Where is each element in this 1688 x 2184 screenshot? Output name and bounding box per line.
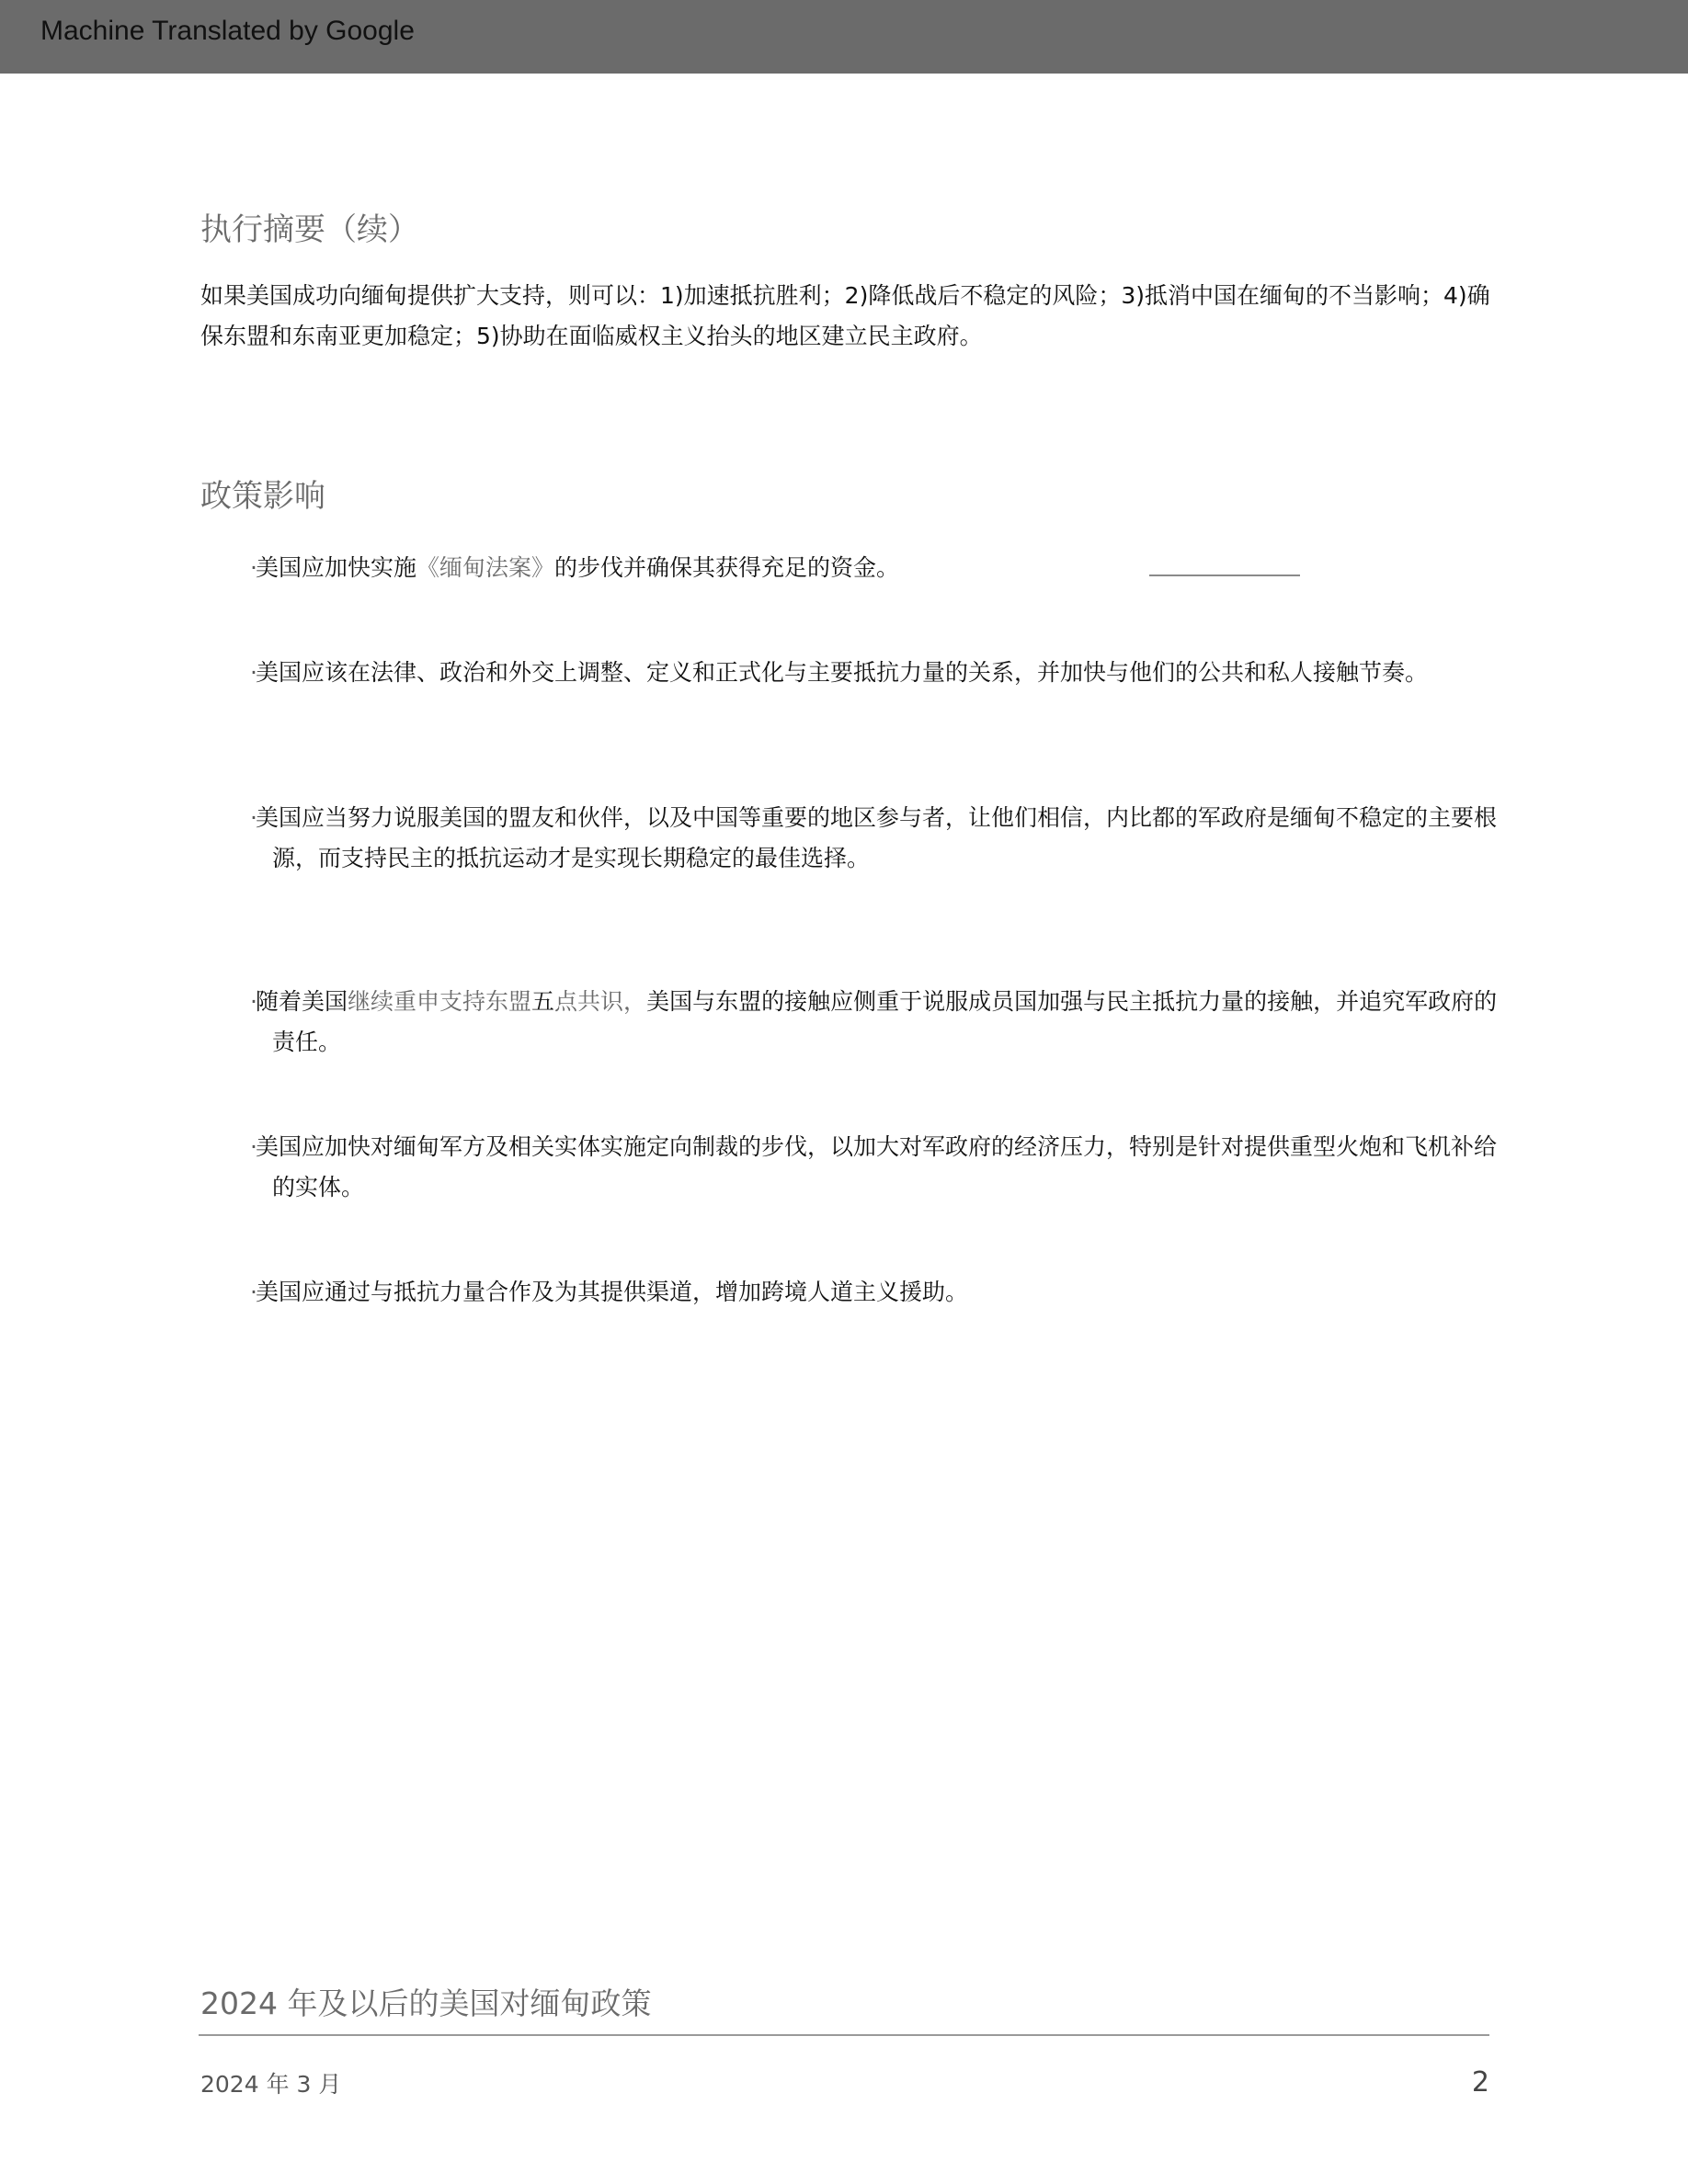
bullet-text: 随着美国 xyxy=(256,988,348,1015)
bullet-dot: · xyxy=(250,554,257,581)
link-underline xyxy=(1149,574,1300,576)
summary-heading: 执行摘要（续） xyxy=(200,211,419,248)
consensus-link[interactable]: 点共识， xyxy=(554,988,647,1015)
burma-act-link[interactable]: 《缅甸法案》 xyxy=(416,554,555,581)
page-number: 2 xyxy=(1471,2066,1489,2099)
policy-bullet-5 xyxy=(250,1127,1519,1208)
bullet-dot: · xyxy=(250,1279,257,1305)
policy-bullet-4 xyxy=(250,982,1519,1063)
summary-paragraph: 如果美国成功向缅甸提供扩大支持，则可以：1)加速抵抗胜利；2)降低战后不稳定的风险；3)抵消中国在缅甸的不当影响；4)确保东盟和东南亚更加稳定；5)协助在面临威权主义抬头的地区建立民主政府。 xyxy=(200,282,1490,349)
bullet-text: 美国应当努力说服美国的盟友和伙伴，以及中国等重要的地区参与者，让他们相信，内比都的军政府是缅甸不稳定的主要根源，而支持民主的抵抗运动才是实现长期稳定的最佳选择。 xyxy=(256,804,1498,871)
policy-bullet-3 xyxy=(250,798,1519,879)
banner-text: Machine Translated by Google xyxy=(40,16,415,46)
bullet-text: 美国应加快对缅甸军方及相关实体实施定向制裁的步伐，以加大对军政府的经济压力，特别是针对提供重型火炮和飞机补给的实体。 xyxy=(256,1133,1498,1200)
policy-heading: 政策影响 xyxy=(200,478,325,515)
bullet-dot: · xyxy=(250,1133,257,1160)
bullet-text: 美国与东盟的接触应侧重于说服成员国加强与民主抵抗力量的接触，并追究军政府的责任。 xyxy=(272,988,1498,1055)
bullet-text: 美国应该在法律、政治和外交上调整、定义和正式化与主要抵抗力量的关系，并加快与他们的公共和私人接触节奏。 xyxy=(256,659,1429,686)
asean-link[interactable]: 继续重申支持东盟 xyxy=(348,988,532,1015)
policy-bullet-2 xyxy=(250,653,1519,693)
footer-date: 2024 年 3 月 xyxy=(200,2071,342,2098)
bullet-text: 的步伐并确保其获得充足的资金。 xyxy=(554,554,900,581)
policy-bullet-1 xyxy=(250,548,1519,588)
bullet-text: 五 xyxy=(531,988,555,1015)
bullet-dot: · xyxy=(250,988,257,1015)
bullet-text: 美国应加快实施 xyxy=(256,554,417,581)
translation-banner xyxy=(0,0,1688,74)
policy-bullet-6 xyxy=(250,1272,1519,1313)
bullet-dot: · xyxy=(250,804,257,831)
bullet-text: 美国应通过与抵抗力量合作及为其提供渠道，增加跨境人道主义援助。 xyxy=(256,1279,969,1305)
bullet-dot: · xyxy=(250,659,257,686)
footer-divider xyxy=(199,2034,1489,2036)
footer-title: 2024 年及以后的美国对缅甸政策 xyxy=(200,1985,652,2021)
